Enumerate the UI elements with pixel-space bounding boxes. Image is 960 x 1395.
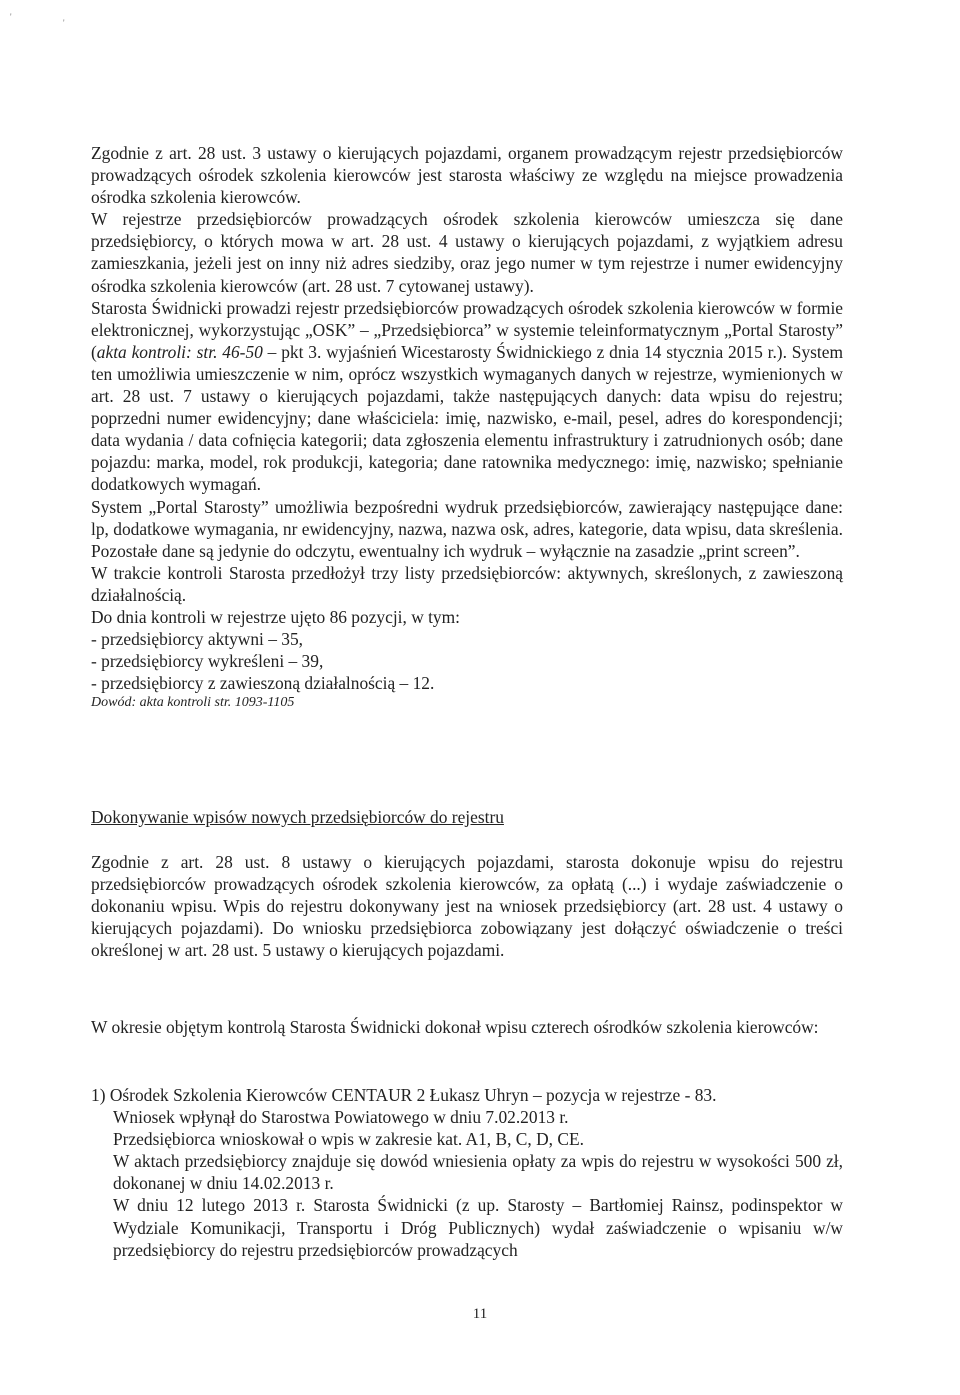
page-number: 11 [472,1306,488,1322]
list-item: - przedsiębiorcy aktywni – 35, [91,629,304,650]
section-register-info [91,142,843,712]
paragraph: Do dnia kontroli w rejestrze ujęto 86 pozycji, w tym: [91,606,460,627]
paragraph: W rejestrze przedsiębiorców prowadzących ośrodek szkolenia kierowców umieszcza się dane przedsiębiorcy, o których mowa w art. 28 ust. 4 ustawy o kierujących pojazdami, z wyjątkiem adresu zamieszkania, jeżeli jest on inny niż adres siedziby, oraz jego numer w tym rejestrze i numer ewidencyjny ośrodka szkolenia kierowców (art. 28 ust. 7 cytowanej ustawy). [91,209,843,296]
entry-title: 1) Ośrodek Szkolenia Kierowców CENTAUR 2 Łukasz Uhryn – pozycja w rejestrze - 83. [91,1085,717,1105]
paragraph: Starosta Świdnicki prowadzi rejestr przedsiębiorców prowadzących ośrodek szkolenia kierowców w formie elektronicznej, wykorzystując „OSK” – „Przedsiębiorca” w systemie teleinformatycznym „Portal Starosty” (akta kontroli: str. 46-50 – pkt 3. wyjaśnień Wicestarosty Świdnickiego z dnia 14 stycznia 2015 r.). System ten umożliwia umieszczenie w nim, oprócz wszystkich wymaganych danych w rejestrze, wymienionych w art. 28 ust. 7 ustawy o kierujących pojazdami, także następujących danych: data wpisu do rejestru; poprzedni numer ewidencyjny; dane właściciela: imię, nazwisko, e-mail, pesel, adres do korespondencji; data wydania / data cofnięcia kategorii; data zgłoszenia elementu infrastruktury i zatrudnionych osób; dane pojazdu: marka, model, rok produkcji, kategoria; dane ratownika medycznego: imię, nazwisko; spełnianie dodatkowych wymagań. [91,297,844,495]
entry-line: Przedsiębiorca wnioskował o wpis w zakresie kat. A1, B, C, D, CE. [113,1129,584,1150]
paragraph: Zgodnie z art. 28 ust. 8 ustawy o kierujących pojazdami, starosta dokonuje wpisu do rejestru przedsiębiorców prowadzących ośrodek szkolenia kierowców, za opłatą (...) i wydaje zaświadczenie o dokonaniu wpisu. Wpis do rejestru dokonywany jest na wniosek przedsiębiorcy (art. 28 ust. 4 ustawy o kierujących pojazdami). Do wniosku przedsiębiorca zobowiązany jest dołączyć oświadczenie o treści określonej w art. 28 ust. 5 ustawy o kierujących pojazdami. [91,852,843,961]
paragraph: Zgodnie z art. 28 ust. 3 ustawy o kierujących pojazdami, organem prowadzącym rejestr przedsiębiorców prowadzących ośrodek szkolenia kierowców jest starosta właściwy ze względu na miejsce prowadzenia ośrodka szkolenia kierowców. [91,143,843,208]
section-entries-rules [91,851,843,961]
entry-line: W aktach przedsiębiorcy znajduje się dowód wniesienia opłaty za wpis do rejestru w wysokości 500 zł, dokonanej w dniu 14.02.2013 r. [113,1151,843,1194]
entry-line: Wniosek wpłynął do Starostwa Powiatowego w dniu 7.02.2013 r. [113,1107,569,1128]
section-entry-1 [91,1084,843,1261]
list-item: - przedsiębiorcy z zawieszoną działalnością – 12. [91,673,435,694]
paragraph: W trakcie kontroli Starosta przedłożył trzy listy przedsiębiorców: aktywnych, skreślonych, z zawieszoną działalnością. [91,562,843,605]
section-heading: Dokonywanie wpisów nowych przedsiębiorców do rejestru [91,807,504,827]
section-entries-intro [91,1016,843,1038]
scan-speck: ' [10,12,12,22]
paragraph: System „Portal Starosty” umożliwia bezpośredni wydruk przedsiębiorców, zawierający następujące dane: lp, dodatkowe wymagania, nr ewidencyjny, nazwa, nazwa osk, adres, kategorie, data wpisu, data skreślenia. Pozostałe dane są jedynie do odczytu, ewentualny ich wydruk – wyłącznie na zasadzie „print screen”. [91,496,843,561]
evidence-note: Dowód: akta kontroli str. 1093-1105 [91,695,295,711]
paragraph: W okresie objętym kontrolą Starosta Świdnicki dokonał wpisu czterech ośrodków szkolenia kierowców: [91,1017,819,1037]
entry-line: W dniu 12 lutego 2013 r. Starosta Świdnicki (z up. Starosty – Bartłomiej Rainsz, podinspektor w Wydziale Komunikacji, Transportu i Dróg Publicznych) wydał zaświadczenie o wpisaniu w/w przedsiębiorcy do rejestru przedsiębiorców prowadzących [113,1195,843,1260]
list-item: - przedsiębiorcy wykreśleni – 39, [91,651,324,672]
scan-speck: ' [63,18,65,28]
